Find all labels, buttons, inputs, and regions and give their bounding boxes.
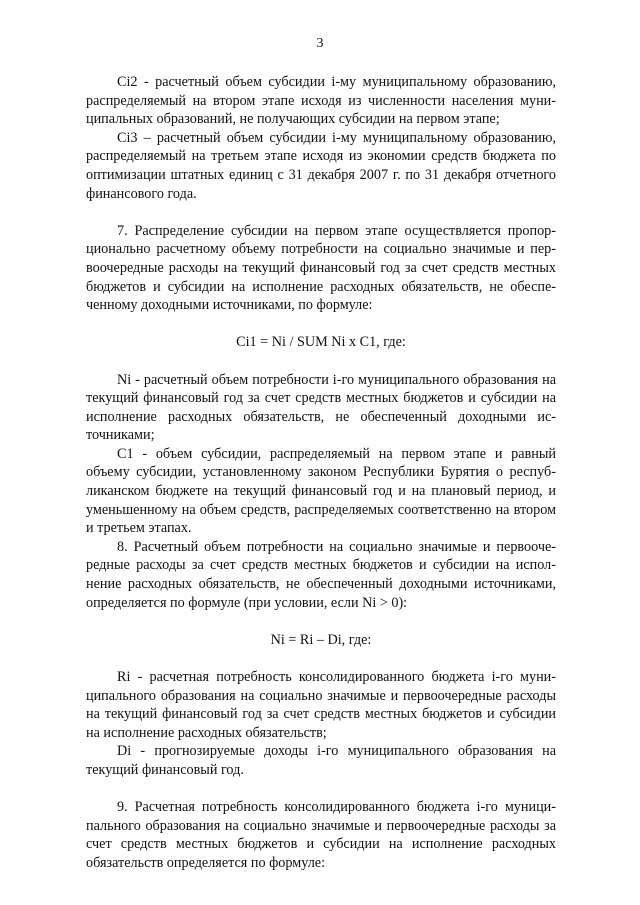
document-body (86, 73, 556, 873)
paragraph-di-definition: Di - прогнозируемые доходы i-го муниципального образования на текущий финансовый год. (86, 743, 556, 778)
formula-ni: Ni = Ri – Di, где: (270, 631, 372, 648)
paragraph-spacer (86, 315, 556, 334)
paragraph-spacer (86, 649, 556, 668)
paragraph-ci2-definition: Ci2 - расчетный объем субсидии i-му муниципальному образованию, распределяемый на втором этапе исходя из численности населения муниципальных образований, не получающих субсидии на первом этапе; (86, 74, 556, 128)
paragraph-spacer (86, 612, 556, 631)
paragraph-item-9: 9. Расчетная потребность консолидированного бюджета i-го муниципального образования на социально значимые и первоочередные расходы за счет средств местных бюджетов и субсидии на исполнение расходных обязательств определяется по формуле: (86, 799, 556, 871)
paragraph-item-8: 8. Расчетный объем потребности на социально значимые и первоочередные расходы за счет средств местных бюджетов и субсидии на исполнение расходных обязательств, не обеспеченный доходными источниками, определяется по формуле (при условии, если Ni > 0): (86, 538, 556, 611)
paragraph-spacer (86, 203, 556, 222)
paragraph-item-7: 7. Распределение субсидии на первом этапе осуществляется пропорционально расчетному объему потребности на социально значимые и первоочередные расходы на текущий финансовый год за счет средств местных бюджетов и субсидии на исполнение расходных обязательств, не обеспеченному доходными источниками, по формуле: (86, 222, 556, 314)
paragraph-ni-definition: Ni - расчетный объем потребности i-го муниципального образования на текущий финансовый год за счет средств местных бюджетов и субсидии на исполнение расходных обязательств, не обеспеченный доходными источниками; (86, 371, 556, 444)
paragraph-spacer (86, 780, 556, 799)
page-number: 3 (316, 36, 324, 51)
paragraph-spacer (86, 352, 556, 371)
formula-ci1: Ci1 = Ni / SUM Ni x C1, где: (236, 334, 406, 351)
paragraph-ri-definition: Ri - расчетная потребность консолидированного бюджета i-го муниципального образования на социально значимые и первоочередные расходы на текущий финансовый год за счет средств местных бюджетов и субсидии на исполнение расходных обязательств; (86, 669, 556, 741)
paragraph-c1-definition: С1 - объем субсидии, распределяемый на первом этапе и равный объему субсидии, установленному законом Республики Бурятия о республиканском бюджете на текущий финансовый год и на плановый период, и уменьшенному на объем средств, распределяемых соответственно на втором и третьем этапах. (86, 445, 556, 537)
paragraph-ci3-definition: Ci3 – расчетный объем субсидии i-му муниципальному образованию, распределяемый на третьем этапе исходя из экономии средств бюджета по оптимизации штатных единиц с 31 декабря 2007 г. по 31 декабря отчетного финансового года. (86, 129, 556, 202)
